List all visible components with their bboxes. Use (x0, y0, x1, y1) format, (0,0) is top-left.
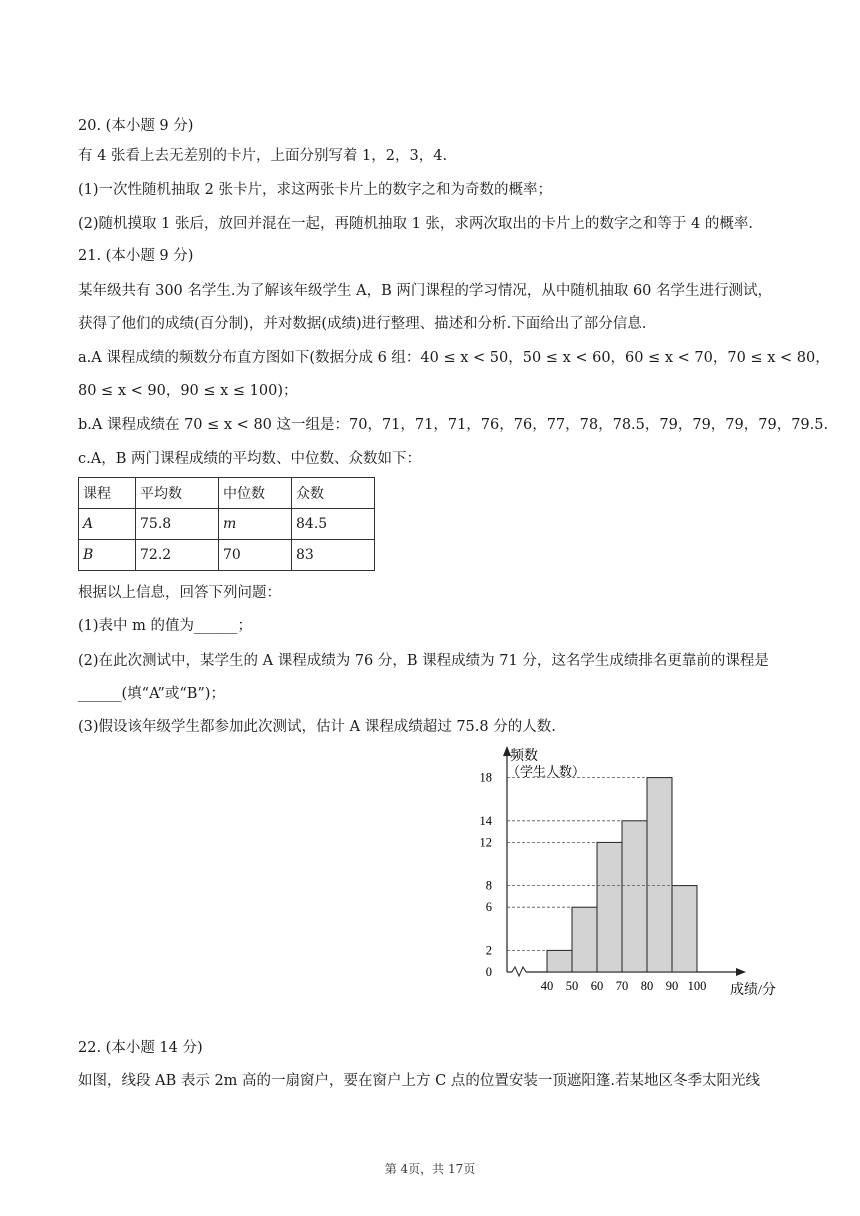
table-cell: m (219, 509, 292, 540)
page-footer: 第 4页，共 17页 (384, 1162, 476, 1176)
y-axis-subtitle: （学生人数） (507, 764, 586, 779)
q21-sub2-line2: ______(填“A”或“B”)； (78, 686, 225, 702)
x-tick-label: 70 (615, 979, 629, 993)
x-tick-label: 60 (590, 979, 604, 993)
table-cell: 84.5 (292, 509, 375, 540)
histogram-bar (672, 886, 697, 972)
histogram-bar (647, 778, 672, 972)
q22-stem: 如图，线段 AB 表示 2m 高的一扇窗户，要在窗户上方 C 点的位置安装一顶遮阳篷.若某地区冬季太阳光线 (78, 1073, 760, 1089)
q22-header: 22. (本小题 14 分) (78, 1040, 203, 1056)
table-header-cell: 课程 (79, 478, 136, 509)
table-header-cell: 众数 (292, 478, 375, 509)
q21-info-a-line2: 80 ≤ x < 90，90 ≤ x ≤ 100)； (78, 383, 298, 399)
q20-header: 20. (本小题 9 分) (78, 118, 194, 134)
y-tick-label: 2 (485, 943, 492, 958)
x-tick-label: 40 (540, 979, 554, 993)
q20-stem: 有 4 张看上去无差别的卡片，上面分别写着 1，2，3，4. (78, 148, 448, 164)
y-axis-title: 频数 (510, 749, 538, 764)
y-tick-label: 18 (479, 770, 492, 785)
q21-header: 21. (本小题 9 分) (78, 248, 194, 264)
histogram-bar (597, 842, 622, 972)
y-tick-label: 0 (485, 965, 492, 979)
table-row (79, 540, 375, 571)
table-cell: 75.8 (136, 509, 219, 540)
histogram-bar (547, 950, 572, 972)
q21-sub3: (3)假设该年级学生都参加此次测试，估计 A 课程成绩超过 75.8 分的人数. (78, 719, 556, 735)
y-tick-label: 8 (485, 878, 492, 893)
q20-part2: (2)随机摸取 1 张后，放回并混在一起，再随机抽取 1 张，求两次取出的卡片上的数字之和等于 4 的概率. (78, 216, 753, 232)
x-tick-label: 80 (640, 979, 654, 993)
q21-info-c: c.A，B 两门课程成绩的平均数、中位数、众数如下： (78, 451, 421, 467)
q21-info-a-line1: a.A 课程成绩的频数分布直方图如下(数据分成 6 组：40 ≤ x < 50，50 ≤ x < 60，60 ≤ x < 70，70 ≤ x < 80， (78, 350, 830, 366)
y-tick-label: 12 (479, 835, 492, 850)
table-cell: B (79, 540, 136, 571)
q21-info-b: b.A 课程成绩在 70 ≤ x < 80 这一组是：70，71，71，71，76，76，77，78，78.5，79，79，79，79，79.5. (78, 417, 829, 433)
x-tick-label: 100 (687, 979, 707, 993)
x-tick-label: 50 (565, 979, 579, 993)
statistics-table (78, 477, 375, 571)
table-cell: 70 (219, 540, 292, 571)
table-cell: 72.2 (136, 540, 219, 571)
table-header-row (79, 478, 375, 509)
table-cell: 83 (292, 540, 375, 571)
q21-sub2-line1: (2)在此次测试中，某学生的 A 课程成绩为 76 分，B 课程成绩为 71 分，这名学生成绩排名更靠前的课程是 (78, 653, 769, 669)
q20-part1: (1)一次性随机抽取 2 张卡片，求这两张卡片上的数字之和为奇数的概率； (78, 182, 552, 198)
table-row (79, 509, 375, 540)
y-tick-label: 6 (485, 900, 492, 915)
table-cell: A (79, 509, 136, 540)
x-tick-label: 90 (665, 979, 679, 993)
q21-prompt: 根据以上信息，回答下列问题： (78, 585, 281, 601)
y-tick-label: 14 (479, 813, 492, 828)
histogram-bar (622, 821, 647, 972)
x-axis-arrow (736, 968, 746, 976)
q21-stem-line1: 某年级共有 300 名学生.为了解该年级学生 A，B 两门课程的学习情况，从中随机抽取 60 名学生进行测试， (78, 283, 773, 299)
q21-stem-line2: 获得了他们的成绩(百分制)，并对数据(成绩)进行整理、描述和分析.下面给出了部分信息. (78, 316, 647, 332)
q21-sub1: (1)表中 m 的值为______； (78, 618, 253, 634)
frequency-histogram (470, 742, 800, 1000)
x-axis-break (512, 967, 526, 976)
table-header-cell: 中位数 (219, 478, 292, 509)
histogram-bar (572, 907, 597, 972)
table-header-cell: 平均数 (136, 478, 219, 509)
x-axis-title: 成绩/分 (730, 983, 776, 998)
